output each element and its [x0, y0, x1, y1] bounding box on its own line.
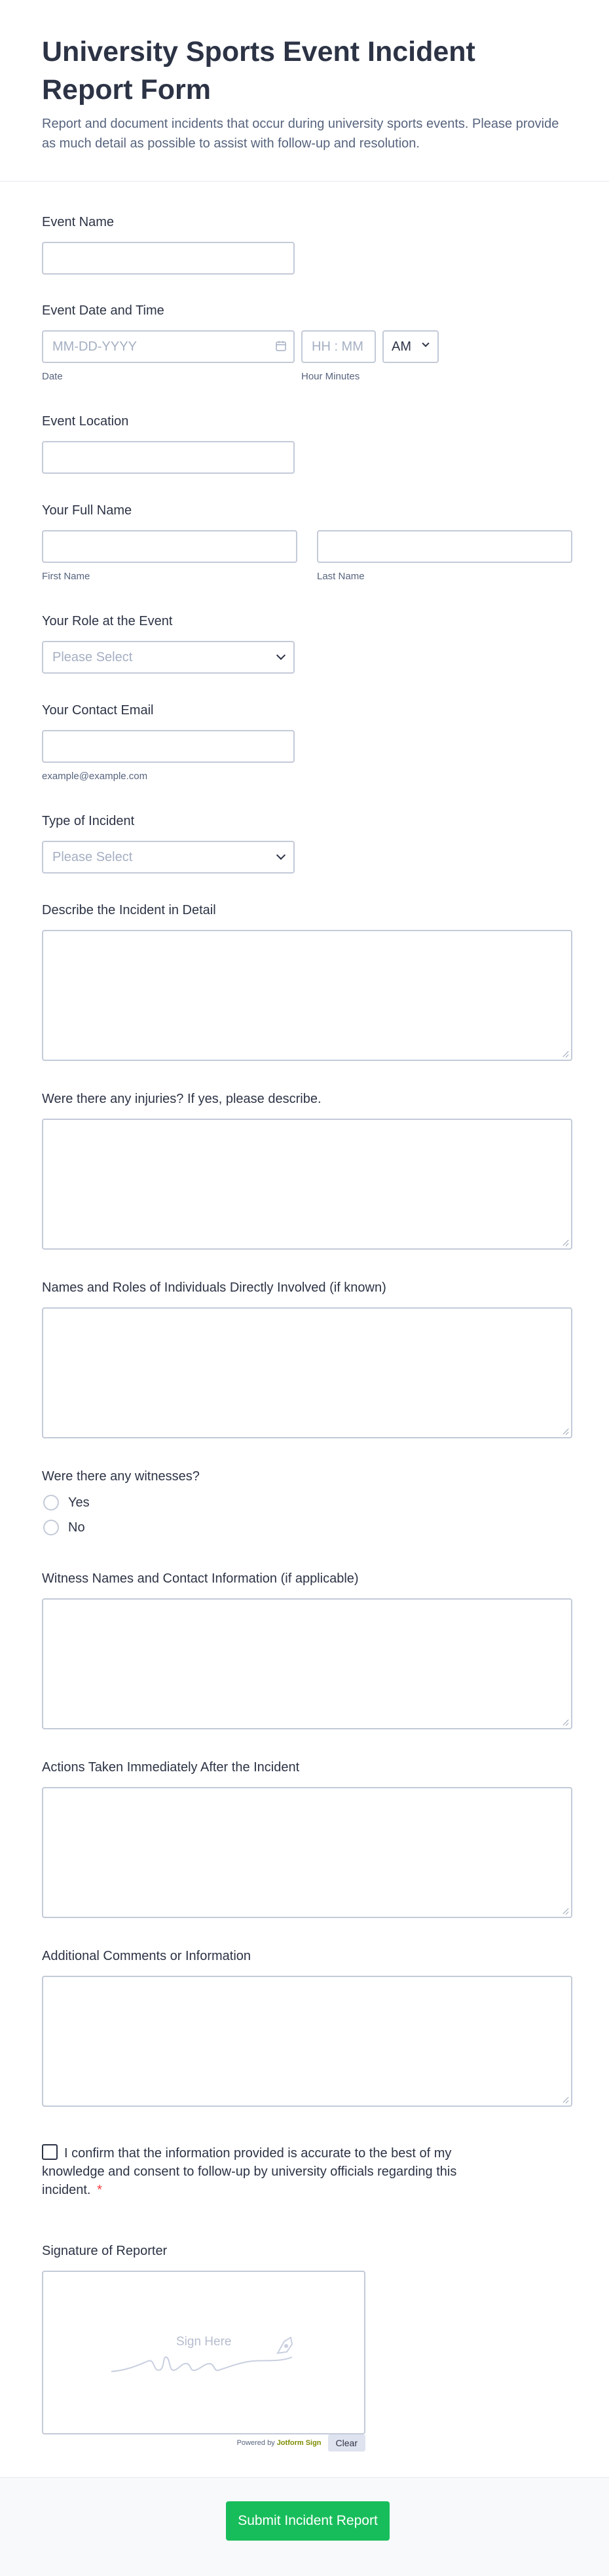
- role-field: [42, 613, 295, 674]
- witness-option-yes[interactable]: [42, 1490, 200, 1515]
- first-name-sublabel: First Name: [42, 571, 90, 582]
- first-name-group: [42, 530, 297, 582]
- signature-pad[interactable]: [42, 2271, 365, 2434]
- comments-label: Additional Comments or Information: [42, 1949, 251, 1963]
- event-datetime-field: [42, 302, 439, 382]
- incident-type-field: [42, 813, 295, 874]
- describe-field: [42, 902, 572, 1061]
- names-roles-textarea[interactable]: [42, 1307, 572, 1438]
- email-sublabel: example@example.com: [42, 771, 148, 782]
- confirm-checkbox[interactable]: [42, 2144, 58, 2160]
- form-title: University Sports Event Incident Report Form: [42, 36, 475, 106]
- confirm-text: I confirm that the information provided is accurate to the best of my knowledge and consent to follow-up by university officials regarding this incident.: [42, 2146, 457, 2197]
- incident-type-select[interactable]: [42, 841, 295, 874]
- date-input[interactable]: [42, 330, 295, 363]
- incident-type-placeholder: Please Select: [52, 850, 133, 864]
- form-description: Report and document incidents that occur during university sports events. Please provide as much detail as possible to assist with follow-up and resolution.: [42, 117, 559, 151]
- last-name-input[interactable]: [317, 530, 572, 563]
- first-name-input[interactable]: [42, 530, 297, 563]
- witness-info-textarea[interactable]: [42, 1598, 572, 1729]
- event-location-input[interactable]: [42, 441, 295, 474]
- resize-handle-icon[interactable]: [562, 1908, 568, 1914]
- witness-option-no-label: No: [68, 1520, 85, 1535]
- signature-label: Signature of Reporter: [42, 2244, 168, 2258]
- witness-option-no[interactable]: [42, 1515, 200, 1540]
- injuries-label: Were there any injuries? If yes, please describe.: [42, 1092, 322, 1106]
- radio-yes[interactable]: [43, 1495, 59, 1510]
- date-placeholder: MM-DD-YYYY: [52, 339, 137, 354]
- event-location-label: Event Location: [42, 414, 129, 429]
- names-roles-field: [42, 1279, 572, 1438]
- time-sublabel: Hour Minutes: [301, 371, 360, 382]
- date-sublabel: Date: [42, 371, 63, 382]
- form-header: [0, 0, 609, 182]
- event-name-label: Event Name: [42, 215, 115, 229]
- time-placeholder: HH : MM: [312, 339, 363, 354]
- resize-handle-icon[interactable]: [562, 2096, 568, 2103]
- witnesses-label: Were there any witnesses?: [42, 1469, 200, 1484]
- clear-button[interactable]: Clear: [328, 2434, 365, 2451]
- event-name-field: [42, 214, 295, 275]
- comments-textarea[interactable]: [42, 1976, 572, 2107]
- actions-field: [42, 1759, 572, 1918]
- date-group: [42, 330, 295, 382]
- time-group: [301, 330, 376, 382]
- signature-field: [42, 2242, 365, 2448]
- signature-footer: [220, 2434, 365, 2451]
- signature-scribble-icon: [43, 2272, 367, 2436]
- email-input[interactable]: [42, 730, 295, 763]
- ampm-select[interactable]: [382, 330, 439, 363]
- witness-info-label: Witness Names and Contact Information (if applicable): [42, 1571, 359, 1586]
- role-select[interactable]: [42, 641, 295, 674]
- chevron-down-icon: [276, 651, 286, 660]
- comments-field: [42, 1948, 572, 2107]
- time-input[interactable]: [301, 330, 376, 363]
- role-label: Your Role at the Event: [42, 614, 173, 628]
- event-name-input[interactable]: [42, 242, 295, 275]
- last-name-group: [317, 530, 572, 582]
- resize-handle-icon[interactable]: [562, 1428, 568, 1434]
- confirm-field: [42, 2144, 500, 2199]
- last-name-sublabel: Last Name: [317, 571, 365, 582]
- ampm-value: AM: [392, 339, 411, 354]
- witnesses-field: [42, 1468, 200, 1540]
- resize-handle-icon[interactable]: [562, 1050, 568, 1057]
- radio-no[interactable]: [43, 1520, 59, 1535]
- actions-label: Actions Taken Immediately After the Incident: [42, 1760, 300, 1775]
- describe-label: Describe the Incident in Detail: [42, 903, 216, 917]
- calendar-icon[interactable]: [275, 340, 287, 352]
- describe-textarea[interactable]: [42, 930, 572, 1061]
- resize-handle-icon[interactable]: [562, 1719, 568, 1725]
- powered-by-text: Powered by: [236, 2439, 275, 2447]
- injuries-textarea[interactable]: [42, 1119, 572, 1250]
- submit-button[interactable]: Submit Incident Report: [226, 2501, 390, 2541]
- chevron-down-icon: [422, 339, 429, 347]
- role-placeholder: Please Select: [52, 650, 133, 664]
- full-name-field: [42, 502, 572, 582]
- email-field: [42, 702, 295, 782]
- email-label: Your Contact Email: [42, 703, 154, 718]
- event-datetime-label: Event Date and Time: [42, 303, 164, 318]
- actions-textarea[interactable]: [42, 1787, 572, 1918]
- injuries-field: [42, 1090, 572, 1250]
- full-name-label: Your Full Name: [42, 503, 132, 518]
- event-location-field: [42, 413, 295, 474]
- required-mark: *: [97, 2183, 102, 2197]
- chevron-down-icon: [276, 851, 286, 860]
- sign-here-text: Sign Here: [176, 2335, 232, 2349]
- names-roles-label: Names and Roles of Individuals Directly Involved (if known): [42, 1280, 386, 1295]
- resize-handle-icon[interactable]: [562, 1239, 568, 1246]
- jotform-sign-link[interactable]: Jotform Sign: [276, 2439, 322, 2447]
- form-footer: [0, 2477, 609, 2576]
- incident-type-label: Type of Incident: [42, 814, 135, 828]
- witness-option-yes-label: Yes: [68, 1495, 90, 1510]
- witness-info-field: [42, 1570, 572, 1729]
